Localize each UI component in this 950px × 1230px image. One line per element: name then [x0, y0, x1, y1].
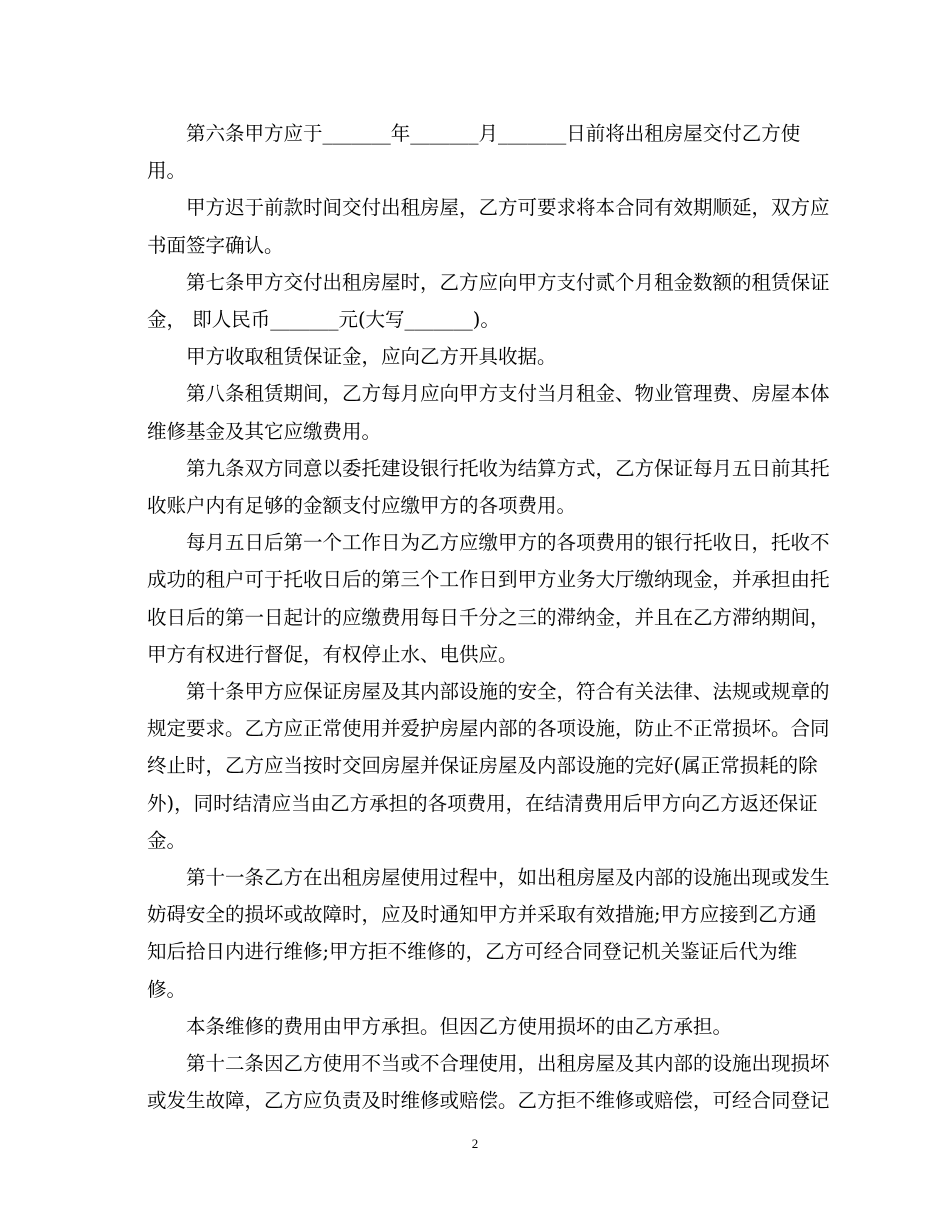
text-line: 成功的租户可于托收日后的第三个工作日到甲方业务大厅缴纳现金，并承担由托 — [147, 568, 830, 592]
text-line: 金。 — [147, 828, 187, 852]
text-line: 第十二条因乙方使用不当或不合理使用，出租房屋及其内部的设施出现损坏 — [186, 1052, 830, 1076]
paragraph — [147, 375, 830, 449]
text-line: 修。 — [147, 977, 187, 1001]
text-line: 甲方有权进行督促，有权停止水、电供应。 — [147, 642, 518, 666]
paragraph — [147, 673, 830, 859]
text-line: 第七条甲方交付出租房屋时，乙方应向甲方支付贰个月租金数额的租赁保证 — [186, 270, 830, 294]
page-number: 2 — [471, 1136, 479, 1151]
text-line: 终止时，乙方应当按时交回房屋并保证房屋及内部设施的完好(属正常损耗的除 — [147, 754, 818, 778]
paragraph — [147, 859, 830, 1008]
paragraph — [147, 1008, 807, 1045]
text-line: 知后拾日内进行维修;甲方拒不维修的，乙方可经合同登记机关鉴证后代为维 — [147, 940, 798, 964]
text-line: 第六条甲方应于_______年_______月_______日前将出租房屋交付乙方使 — [186, 122, 801, 145]
text-line: 外)，同时结清应当由乙方承担的各项费用，在结清费用后甲方向乙方返还保证 — [147, 791, 818, 815]
text-line: 收账户内有足够的金额支付应缴甲方的各项费用。 — [147, 494, 577, 518]
text-line: 或发生故障，乙方应负责及时维修或赔偿。乙方拒不维修或赔偿，可经合同登记 — [147, 1089, 830, 1113]
text-line: 本条维修的费用由甲方承担。但因乙方使用损坏的由乙方承担。 — [186, 1014, 733, 1038]
paragraph — [147, 264, 830, 338]
paragraph — [147, 1045, 830, 1119]
paragraph — [147, 189, 830, 263]
paragraph — [147, 115, 807, 189]
text-line: 第十一条乙方在出租房屋使用过程中，如出租房屋及内部的设施出现或发生 — [186, 866, 830, 890]
text-line: 第九条双方同意以委托建设银行托收为结算方式，乙方保证每月五日前其托 — [186, 456, 830, 480]
text-line: 妨碍安全的损坏或故障时，应及时通知甲方并采取有效措施;甲方应接到乙方通 — [147, 903, 817, 927]
text-line: 第八条租赁期间，乙方每月应向甲方支付当月租金、物业管理费、房屋本体 — [186, 382, 830, 406]
paragraph — [147, 450, 830, 524]
text-line: 规定要求。乙方应正常使用并爱护房屋内部的各项设施，防止不正常损坏。合同 — [147, 717, 830, 741]
text-line: 收日后的第一日起计的应缴费用每日千分之三的滞纳金，并且在乙方滞纳期间， — [147, 605, 830, 629]
text-line: 金， 即人民币_______元(大写_______)。 — [147, 308, 500, 332]
paragraph — [147, 338, 807, 375]
contract-text-body — [147, 115, 830, 1119]
text-line: 用。 — [147, 159, 187, 183]
text-line: 甲方迟于前款时间交付出租房屋，乙方可要求将本合同有效期顺延，双方应 — [186, 196, 830, 220]
text-line: 第十条甲方应保证房屋及其内部设施的安全，符合有关法律、法规或规章的 — [186, 680, 830, 704]
text-line: 甲方收取租赁保证金，应向乙方开具收据。 — [186, 345, 557, 369]
text-line: 维修基金及其它应缴费用。 — [147, 419, 382, 443]
text-line: 书面签字确认。 — [147, 233, 284, 257]
text-line: 每月五日后第一个工作日为乙方应缴甲方的各项费用的银行托收日，托收不 — [186, 531, 830, 555]
paragraph — [147, 524, 830, 673]
